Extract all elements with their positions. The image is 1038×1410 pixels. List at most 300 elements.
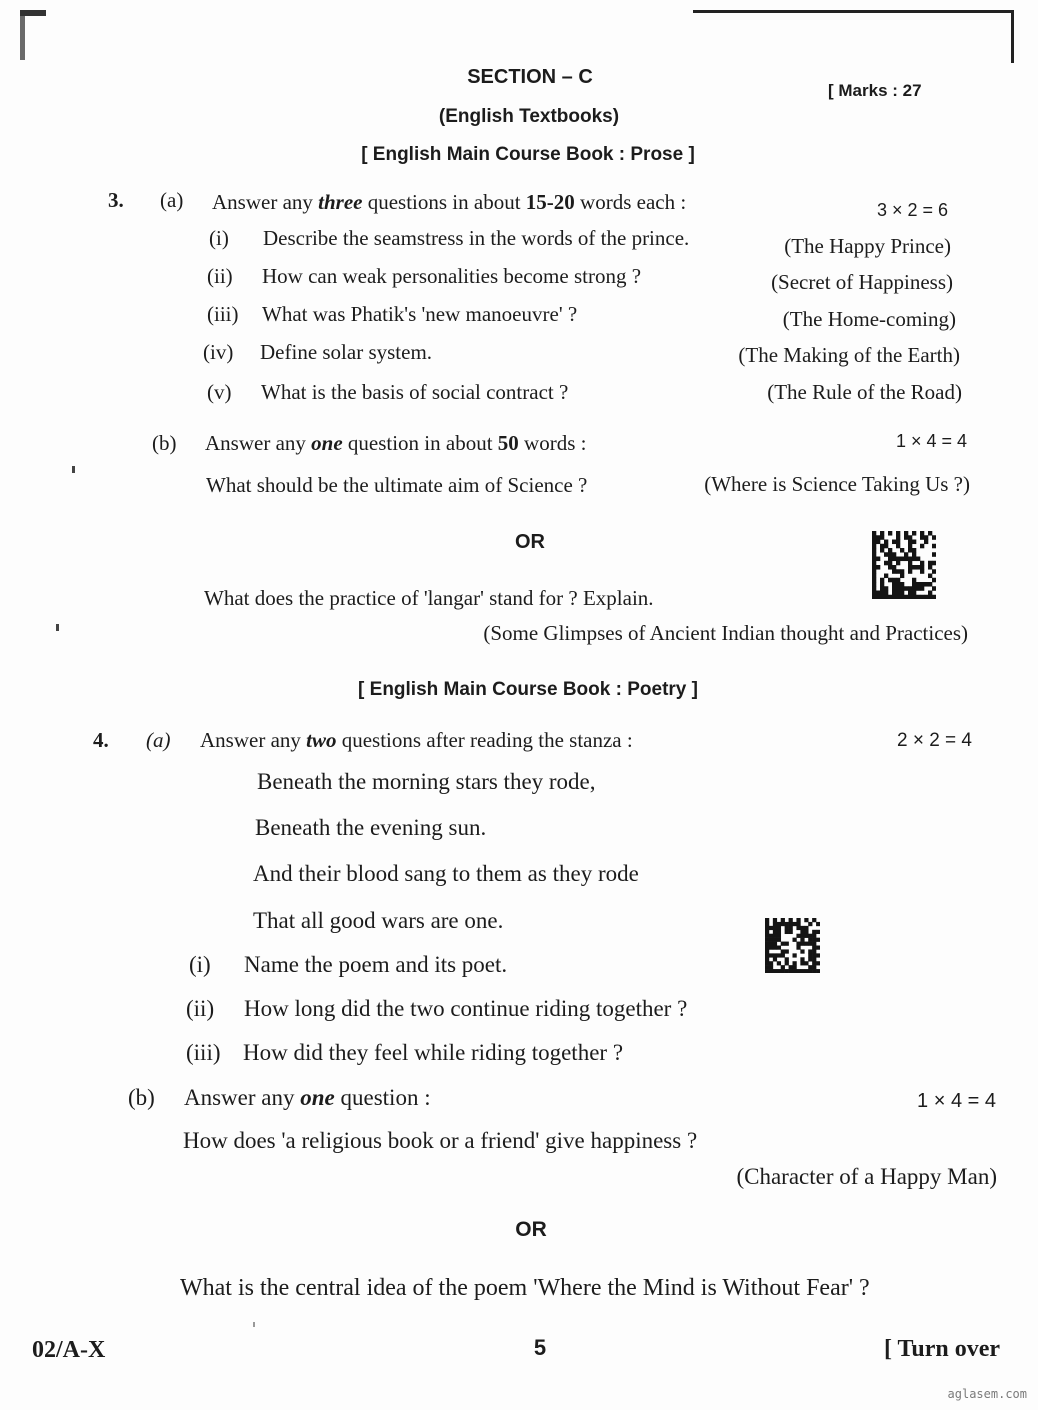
matrix-cell [769,953,773,957]
matrix-cell [765,926,769,930]
item-source: (The Happy Prince) [784,234,951,258]
matrix-cell [880,591,884,596]
instruction-bold: 50 [497,431,519,455]
matrix-cell [793,938,797,942]
part-label: (a) [146,728,171,752]
matrix-cell [808,934,812,938]
matrix-cell [932,544,936,549]
matrix-cell [808,942,812,946]
instruction-text: questions in about [362,190,526,214]
matrix-cell [908,565,912,570]
instruction-text: words each : [574,190,687,214]
matrix-cell [796,942,800,946]
item-question: How long did the two continue riding together ? [244,996,688,1021]
matrix-cell [781,969,785,973]
matrix-cell [793,961,797,965]
instruction [205,429,586,457]
matrix-cell [892,565,896,570]
matrix-cell [932,578,936,583]
matrix-cell [804,942,808,946]
matrix-cell [765,938,769,942]
matrix-cell [796,922,800,926]
marks-allocation: 2 × 2 = 4 [896,730,972,751]
matrix-cell [808,969,812,973]
matrix-cell [920,531,924,536]
matrix-cell [916,595,920,599]
matrix-cell [920,535,924,540]
matrix-cell [896,591,900,596]
matrix-cell [812,969,816,973]
matrix-cell [912,531,916,536]
matrix-cell [928,574,932,579]
matrix-cell [928,582,932,587]
matrix-cell [888,552,892,557]
matrix-cell [781,918,785,922]
matrix-cell [908,569,912,574]
matrix-cell [872,544,876,549]
matrix-cell [912,565,916,570]
matrix-cell [769,942,773,946]
instruction-text: question : [334,1085,431,1110]
item-question: How did they feel while riding together ? [243,1040,624,1065]
matrix-cell [789,969,793,973]
matrix-cell [896,586,900,591]
matrix-cell [785,922,789,926]
matrix-cell [908,544,912,549]
section-marks: [ Marks : 27 [828,81,922,100]
scan-mark [20,10,46,16]
instruction [184,1084,431,1112]
matrix-cell [777,953,781,957]
item-question: What is the basis of social contract ? [261,380,569,404]
matrix-cell [912,586,916,591]
matrix-cell [900,574,904,579]
matrix-cell [892,595,896,599]
matrix-cell [876,535,880,540]
matrix-cell [924,535,928,540]
matrix-cell [808,949,812,953]
matrix-cell [904,535,908,540]
matrix-cell [765,922,769,926]
matrix-cell [872,548,876,553]
matrix-cell [908,586,912,591]
matrix-cell [904,531,908,536]
matrix-cell [892,569,896,574]
matrix-cell [872,531,876,536]
matrix-cell [896,540,900,545]
matrix-cell [892,578,896,583]
matrix-cell [769,965,773,969]
matrix-cell [912,582,916,587]
matrix-cell [904,557,908,562]
matrix-cell [932,561,936,566]
matrix-cell [904,552,908,557]
matrix-cell [896,595,900,599]
matrix-cell [796,946,800,950]
or-divider: OR [515,531,545,553]
matrix-cell [773,926,777,930]
item-number: (i) [189,952,211,977]
item-source: (The Making of the Earth) [738,343,960,367]
matrix-cell [785,957,789,961]
matrix-cell [932,586,936,591]
item-number: (iv) [203,340,234,364]
matrix-cell [896,531,900,536]
matrix-cell [781,922,785,926]
matrix-cell [876,591,880,596]
matrix-cell [793,953,797,957]
scan-mark [20,12,25,60]
instruction-emphasis: one [300,1085,335,1110]
matrix-cell [908,561,912,566]
matrix-cell [912,540,916,545]
instruction-text: question in about [342,431,498,455]
item-question: Define solar system. [260,340,433,364]
item-question: What was Phatik's 'new manoeuvre' ? [262,302,578,326]
datamatrix-code [765,918,820,973]
matrix-cell [765,934,769,938]
matrix-cell [872,552,876,557]
matrix-cell [872,535,876,540]
scan-speck [253,1322,255,1327]
matrix-cell [777,946,781,950]
matrix-cell [932,535,936,540]
page-number: 5 [533,1335,547,1360]
matrix-cell [789,930,793,934]
matrix-cell [789,922,793,926]
turn-over-note: [ Turn over [883,1336,1000,1362]
matrix-cell [892,582,896,587]
matrix-cell [812,957,816,961]
part-label: (b) [128,1085,155,1110]
matrix-cell [765,918,769,922]
matrix-cell [804,930,808,934]
matrix-cell [796,934,800,938]
matrix-cell [928,591,932,596]
matrix-cell [769,938,773,942]
matrix-cell [804,961,808,965]
matrix-cell [816,946,820,950]
stanza-line: That all good wars are one. [253,908,504,933]
matrix-cell [920,561,924,566]
matrix-cell [777,938,781,942]
matrix-cell [800,969,804,973]
matrix-cell [892,540,896,545]
matrix-cell [872,586,876,591]
matrix-cell [804,918,808,922]
matrix-cell [800,934,804,938]
item-number: (v) [207,380,232,404]
matrix-cell [800,938,804,942]
paper-code: 02/A-X [32,1337,106,1363]
matrix-cell [872,582,876,587]
matrix-cell [812,965,816,969]
matrix-cell [785,930,789,934]
matrix-cell [912,591,916,596]
matrix-cell [896,582,900,587]
matrix-cell [900,548,904,553]
long-question: What does the practice of 'langar' stand for ? Explain. [204,586,654,610]
matrix-cell [812,942,816,946]
instruction-text: Answer any [212,190,319,214]
scan-speck [72,466,75,473]
matrix-cell [765,930,769,934]
matrix-cell [773,934,777,938]
matrix-cell [876,557,880,562]
matrix-cell [920,565,924,570]
instruction [212,188,686,216]
matrix-cell [773,969,777,973]
matrix-cell [872,540,876,545]
matrix-cell [920,569,924,574]
matrix-cell [765,961,769,965]
matrix-cell [789,918,793,922]
long-question: What should be the ultimate aim of Science ? [206,473,588,497]
matrix-cell [932,552,936,557]
matrix-cell [932,595,936,599]
matrix-cell [896,557,900,562]
instruction [200,726,633,754]
matrix-cell [916,557,920,562]
matrix-cell [908,535,912,540]
matrix-cell [884,544,888,549]
matrix-cell [924,595,928,599]
matrix-cell [765,957,769,961]
matrix-cell [892,586,896,591]
matrix-cell [896,578,900,583]
part-label: (b) [152,431,177,455]
instruction-text: Answer any [200,728,307,752]
item-question: How can weak personalities become strong ? [262,264,642,288]
matrix-cell [880,595,884,599]
matrix-cell [816,922,820,926]
matrix-cell [804,969,808,973]
matrix-cell [796,918,800,922]
scan-speck [56,624,59,631]
matrix-cell [765,953,769,957]
or-divider: OR [515,1218,547,1241]
matrix-cell [872,557,876,562]
matrix-cell [808,965,812,969]
matrix-cell [880,544,884,549]
matrix-cell [785,949,789,953]
long-question: How does 'a religious book or a friend' give happiness ? [183,1128,698,1153]
item-source: (Secret of Happiness) [771,270,953,294]
matrix-cell [908,548,912,553]
matrix-cell [872,574,876,579]
matrix-cell [896,544,900,549]
matrix-cell [928,561,932,566]
matrix-cell [912,578,916,583]
matrix-cell [812,938,816,942]
matrix-cell [765,946,769,950]
matrix-cell [884,561,888,566]
stanza-line: And their blood sang to them as they rode [253,861,639,886]
matrix-cell [785,969,789,973]
matrix-cell [816,953,820,957]
matrix-cell [769,946,773,950]
matrix-cell [900,582,904,587]
matrix-cell [872,595,876,599]
matrix-cell [804,926,808,930]
matrix-cell [781,953,785,957]
matrix-cell [880,535,884,540]
matrix-cell [880,586,884,591]
question-source: (Where is Science Taking Us ?) [704,472,970,496]
matrix-cell [785,926,789,930]
matrix-cell [884,595,888,599]
matrix-cell [888,548,892,553]
matrix-cell [808,957,812,961]
matrix-cell [924,582,928,587]
matrix-cell [765,965,769,969]
matrix-cell [872,565,876,570]
matrix-cell [777,969,781,973]
section-title: SECTION – C [467,66,593,88]
matrix-cell [916,565,920,570]
matrix-cell [880,582,884,587]
item-number: (iii) [186,1040,221,1065]
matrix-cell [904,586,908,591]
instruction-emphasis: three [318,190,363,214]
watermark: aglasem.com [947,1387,1027,1401]
matrix-cell [777,922,781,926]
matrix-cell [912,552,916,557]
matrix-cell [920,582,924,587]
matrix-cell [884,574,888,579]
matrix-cell [916,586,920,591]
matrix-cell [880,531,884,536]
matrix-cell [773,953,777,957]
matrix-cell [812,961,816,965]
matrix-cell [880,578,884,583]
stanza-line: Beneath the evening sun. [255,815,487,840]
matrix-cell [896,561,900,566]
instruction-text: words : [518,431,587,455]
question-number: 3. [108,188,124,212]
marks-allocation: 3 × 2 = 6 [876,200,948,220]
matrix-cell [812,930,816,934]
instruction-text: questions after reading the stanza : [336,728,633,752]
matrix-cell [900,595,904,599]
question-source: (Some Glimpses of Ancient Indian thought and Practices) [483,621,968,645]
matrix-cell [812,953,816,957]
matrix-cell [773,918,777,922]
matrix-cell [804,934,808,938]
matrix-cell [769,926,773,930]
matrix-cell [765,969,769,973]
matrix-cell [812,946,816,950]
matrix-cell [773,942,777,946]
matrix-cell [920,544,924,549]
matrix-cell [773,946,777,950]
item-source: (The Home-coming) [782,307,956,331]
matrix-cell [812,934,816,938]
matrix-cell [781,965,785,969]
matrix-cell [892,591,896,596]
datamatrix-code [872,531,936,599]
matrix-cell [888,578,892,583]
matrix-cell [816,930,820,934]
matrix-cell [920,595,924,599]
matrix-cell [876,565,880,570]
matrix-cell [924,540,928,545]
matrix-cell [793,922,797,926]
matrix-cell [908,595,912,599]
matrix-cell [928,595,932,599]
matrix-cell [876,540,880,545]
matrix-cell [872,561,876,566]
matrix-cell [800,961,804,965]
matrix-cell [812,949,816,953]
matrix-cell [812,918,816,922]
item-source: (The Rule of the Road) [767,380,962,404]
matrix-cell [896,535,900,540]
item-number: (iii) [207,302,239,326]
matrix-cell [872,569,876,574]
matrix-cell [900,569,904,574]
stanza-line: Beneath the morning stars they rode, [257,769,596,794]
matrix-cell [769,934,773,938]
matrix-cell [880,548,884,553]
matrix-cell [928,565,932,570]
item-number: (ii) [186,996,215,1021]
matrix-cell [888,565,892,570]
matrix-cell [892,552,896,557]
scan-border-corner [693,10,1014,63]
matrix-cell [916,582,920,587]
matrix-cell [796,926,800,930]
matrix-cell [912,595,916,599]
matrix-cell [773,922,777,926]
matrix-cell [800,942,804,946]
question-source: (Character of a Happy Man) [736,1164,997,1189]
question-number: 4. [93,728,109,752]
matrix-cell [769,961,773,965]
item-number: (i) [209,226,229,250]
matrix-cell [888,531,892,536]
matrix-cell [816,969,820,973]
matrix-cell [785,942,789,946]
matrix-cell [781,949,785,953]
matrix-cell [888,561,892,566]
matrix-cell [808,922,812,926]
matrix-cell [876,595,880,599]
matrix-cell [816,961,820,965]
matrix-cell [888,557,892,562]
matrix-cell [892,557,896,562]
item-question: Describe the seamstress in the words of the prince. [263,226,690,250]
matrix-cell [904,595,908,599]
matrix-cell [808,938,812,942]
matrix-cell [884,540,888,545]
matrix-cell [900,557,904,562]
matrix-cell [884,586,888,591]
matrix-cell [884,591,888,596]
matrix-cell [800,957,804,961]
matrix-cell [808,953,812,957]
instruction-emphasis: one [311,431,343,455]
item-question: Name the poem and its poet. [244,952,508,977]
item-number: (ii) [207,264,233,288]
matrix-cell [793,969,797,973]
matrix-cell [769,969,773,973]
marks-allocation: 1 × 4 = 4 [895,431,967,451]
matrix-cell [765,942,769,946]
matrix-cell [800,930,804,934]
matrix-cell [920,586,924,591]
matrix-cell [912,548,916,553]
